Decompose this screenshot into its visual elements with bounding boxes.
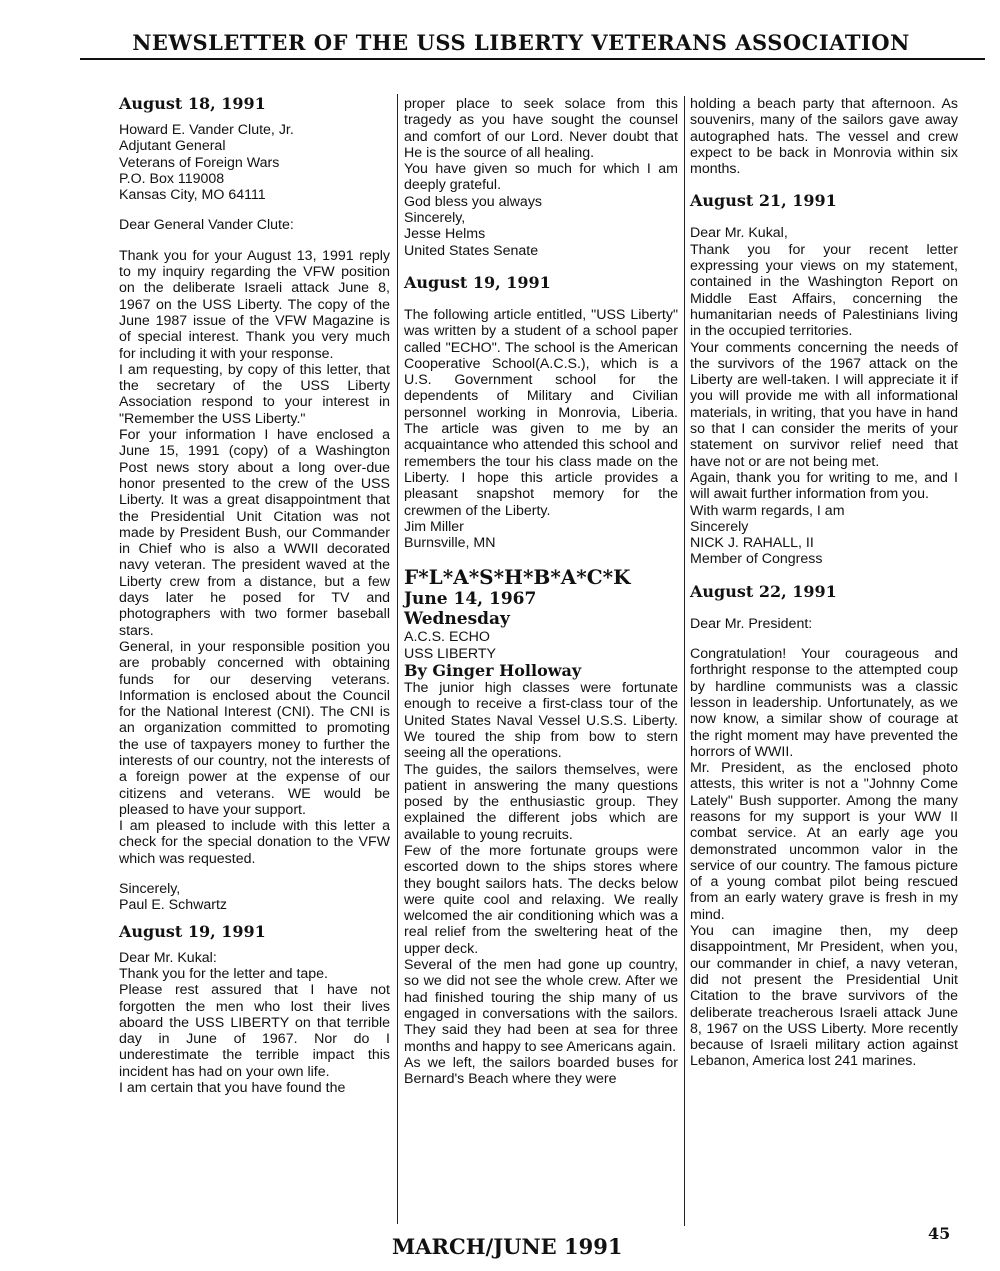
paragraph: The guides, the sailors themselves, were patient in answering the many questions posed by the enthusiastic group. They explained the different jobs which are available to young recruits.: [404, 761, 678, 843]
column-divider: [397, 94, 398, 1224]
paragraph: You can imagine then, my deep disappointment, Mr President, when you, our commander in chief, a navy veteran, did not present the Presidential Unit Citation to the brave survivors of the deliberate treacherous Israeli attack June 8, 1967 on the USS Liberty. More recently because of Israeli military action against Lebanon, America lost 241 marines.: [690, 923, 958, 1070]
signature-line: NICK J. RAHALL, II: [690, 535, 814, 552]
paragraph: proper place to seek solace from this tragedy as you have sought the counsel and comfort of our Lord. Never doubt that He is the source of all healing.: [404, 96, 678, 161]
flashback-day: Wednesday: [404, 609, 510, 630]
paragraph: Mr. President, as the enclosed photo attests, this writer is not a "Johnny Come Lately" Bush supporter. Among the many reasons for my support is your WW II combat service. At an early age you demonstrated uncommon valor in the service of our country. The famous picture of a young combat pilot being rescued from an early watery grave is fresh in my mind.: [690, 760, 958, 923]
byline: By Ginger Holloway: [404, 661, 582, 681]
column-1: [119, 94, 390, 1096]
paragraph: The following article entitled, "USS Liberty" was written by a student of a school paper called "ECHO". The school is the American Cooperative School(A.C.S.), which is a U.S. Government school for the dependents of Military and Civilian personnel working in Monrovia, Liberia. The article was given to me by an acquaintance who attended this school and remembers the tour his class made on the Liberty. I hope this article provides a pleasant snapshot memory for the crewmen of the Liberty.: [404, 306, 678, 519]
address-line: Adjutant General: [119, 138, 226, 155]
salutation: Dear Mr. Kukal,: [690, 225, 788, 242]
letter-date-heading: August 19, 1991: [404, 272, 551, 292]
signature-line: Jim Miller: [404, 518, 464, 535]
salutation: Dear Mr. President:: [690, 615, 813, 632]
paragraph: For your information I have enclosed a June 15, 1991 (copy) of a Washington Post news story about a long over-due honor presented to the crew of the USS Liberty. It was a great disappointment that the Presidential Unit Citation was not made by President Bush, our Commander in Chief who is also a WWII decorated navy veteran. The president waved at the Liberty crew from a distance, but a few days later he posed for TV and photographers with two former baseball stars.: [119, 427, 390, 639]
address-line: Veterans of Foreign Wars: [119, 154, 280, 171]
page-number: 45: [928, 1224, 951, 1243]
masthead-rule: [80, 58, 985, 60]
paragraph: As we left, the sailors boarded buses for Bernard's Beach where they were: [404, 1054, 678, 1088]
paragraph: Thank you for the letter and tape.: [119, 965, 329, 982]
column-divider: [684, 96, 685, 1226]
signature-line: Jesse Helms: [404, 226, 486, 243]
signature-line: United States Senate: [404, 242, 539, 259]
address-line: Howard E. Vander Clute, Jr.: [119, 122, 294, 138]
paragraph: Several of the men had gone up country, so we did not see the whole crew. After we had finished touring the ship many of us engaged in conversations with the sailors. They said they had been at sea for three months and happy to see Americans again.: [404, 957, 678, 1055]
column-2: [404, 96, 678, 1087]
paragraph: I am certain that you have found the: [119, 1080, 346, 1097]
paragraph: Thank you for your August 13, 1991 reply to my inquiry regarding the VFW position on the deliberate Israeli attack June 8, 1967 on the USS Liberty. The copy of the June 1987 issue of the VFW Magazine is of special interest. Thank you very much for including it with your response.: [119, 247, 390, 362]
masthead-title: NEWSLETTER OF THE USS LIBERTY VETERANS ASSOCIATION: [132, 30, 910, 55]
flashback-title: F*L*A*S*H*B*A*C*K: [404, 565, 631, 590]
paragraph: I am pleased to include with this letter a check for the special donation to the VFW which was requested.: [119, 818, 390, 867]
signature-line: Sincerely,: [404, 210, 466, 227]
signature-line: Burnsville, MN: [404, 535, 496, 552]
paragraph: Thank you for your recent letter expressing your views on my statement, contained in the Washington Report on Middle East Affairs, concerning the humanitarian needs of Palestinians living in the occupied territories.: [690, 241, 958, 340]
paragraph: You have given so much for which I am deeply grateful.: [404, 161, 678, 194]
source-line: USS LIBERTY: [404, 645, 496, 662]
flashback-date: June 14, 1967: [404, 589, 537, 610]
signature-line: God bless you always: [404, 193, 543, 210]
salutation: Dear General Vander Clute:: [119, 217, 294, 234]
signature-line: Member of Congress: [690, 551, 823, 568]
signature-name: Paul E. Schwartz: [119, 897, 228, 914]
address-line: P.O. Box 119008: [119, 170, 225, 187]
letter-date-heading: August 19, 1991: [119, 921, 266, 941]
letter-date-heading: August 18, 1991: [119, 94, 266, 113]
paragraph: The junior high classes were fortunate enough to receive a first-class tour of the United States Naval Vessel U.S.S. Liberty. We toured the ship from bow to stern seeing all the operations.: [404, 680, 678, 762]
signature-line: Sincerely: [690, 518, 749, 535]
paragraph: Please rest assured that I have not forgotten the men who lost their lives aboard the USS LIBERTY on that terrible day in June of 1967. Nor do I underestimate the terrible impact this incident has had on your own life.: [119, 982, 390, 1080]
letter-date-heading: August 22, 1991: [690, 581, 837, 601]
address-line: Kansas City, MO 64111: [119, 187, 266, 204]
paragraph: Again, thank you for writing to me, and I will await further information from you.: [690, 469, 958, 503]
paragraph: Few of the more fortunate groups were escorted down to the ships stores where they bought sailors hats. The decks below were quite cool and relaxing. We really welcomed the air conditioning which was a real relief from the sweltering heat of the upper deck.: [404, 842, 678, 957]
paragraph: I am requesting, by copy of this letter, that the secretary of the USS Liberty Association respond to your interest in "Remember the USS Liberty.": [119, 361, 390, 427]
letter-date-heading: August 21, 1991: [690, 191, 837, 211]
paragraph: holding a beach party that afternoon. As souvenirs, many of the sailors gave away autographed hats. The vessel and crew expect to be back in Monrovia within six months.: [690, 96, 958, 178]
paragraph: General, in your responsible position you are probably concerned with obtaining funds for our deserving veterans. Information is enclosed about the Council for the National Interest (CNI). The CNI is an organization committed to promoting the use of taxpayers money to further the interests of our country, not the interests of a foreign power at the expense of our citizens and veterans. WE would be pleased to have your support.: [119, 638, 390, 818]
salutation: Dear Mr. Kukal:: [119, 949, 217, 966]
signature-line: With warm regards, I am: [690, 502, 845, 519]
column-3: [690, 96, 958, 1070]
closing: Sincerely,: [119, 881, 181, 898]
source-line: A.C.S. ECHO: [404, 629, 490, 646]
issue-footer: MARCH/JUNE 1991: [392, 1234, 623, 1259]
paragraph: Your comments concerning the needs of the survivors of the 1967 attack on the Liberty are well-taken. I will appreciate it if you will provide me with all informational materials, in writing, that you have in hand so that I can consider the merits of your statement on survivor relief need that have not or are not being met.: [690, 339, 958, 470]
paragraph: Congratulation! Your courageous and forthright response to the attempted coup by hardline communists was a classic lesson in leadership. Unfortunately, as we now know, a similar show of courage at the right moment may have prevented the horrors of WWII.: [690, 646, 958, 760]
